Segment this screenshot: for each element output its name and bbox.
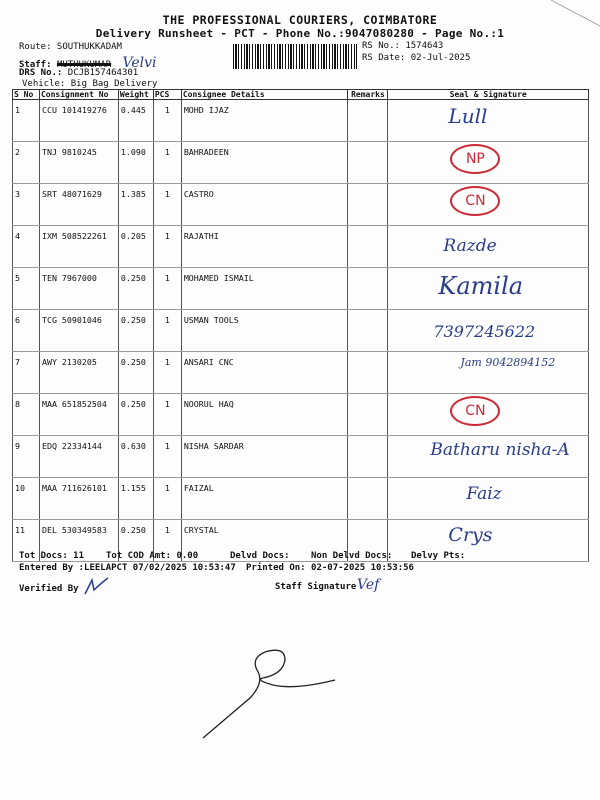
- row-pcs: 1: [153, 310, 181, 352]
- handwritten-signature: 7397245622: [433, 322, 536, 341]
- row-seal-signature: [388, 394, 589, 436]
- col-weight: Weight: [118, 90, 153, 100]
- table-row: [13, 268, 589, 310]
- row-seal-signature: [388, 478, 589, 520]
- row-seal-signature: [388, 436, 589, 478]
- row-pcs: 1: [153, 394, 181, 436]
- row-seal-signature: [388, 226, 589, 268]
- row-remarks: [348, 394, 388, 436]
- col-remarks: Remarks: [348, 90, 388, 100]
- tot-docs: Tot Docs: 11: [19, 551, 85, 561]
- page-corner-fold: [545, 0, 600, 30]
- drs-label: DRS No.:: [19, 68, 63, 78]
- row-sno: 11: [13, 520, 40, 562]
- row-remarks: [348, 100, 388, 142]
- row-seal-signature: [388, 184, 589, 226]
- row-sno: 6: [13, 310, 40, 352]
- row-consignee: NOORUL HAQ: [181, 394, 348, 436]
- row-consignment: DEL 530349583: [39, 520, 118, 562]
- table-row: [13, 478, 589, 520]
- table-row: [13, 184, 589, 226]
- row-seal-signature: [388, 142, 589, 184]
- row-sno: 3: [13, 184, 40, 226]
- row-remarks: [348, 268, 388, 310]
- staff-name-struck: MUTHUKUMAR: [56, 60, 112, 70]
- delivery-stamp: CN: [450, 396, 500, 426]
- table-row: [13, 352, 589, 394]
- row-consignee: CRYSTAL: [181, 520, 348, 562]
- row-weight: 0.630: [118, 436, 153, 478]
- row-remarks: [348, 478, 388, 520]
- row-sno: 1: [13, 100, 40, 142]
- row-remarks: [348, 436, 388, 478]
- row-consignment: MAA 711626101: [39, 478, 118, 520]
- rs-date: RS Date: 02-Jul-2025: [362, 53, 471, 63]
- row-weight: 0.250: [118, 352, 153, 394]
- table-row: [13, 310, 589, 352]
- staff-signature-label: Staff Signature: [275, 582, 357, 592]
- row-weight: 0.205: [118, 226, 153, 268]
- table-header-row: [13, 90, 589, 100]
- delivery-stamp: CN: [450, 186, 500, 216]
- row-pcs: 1: [153, 184, 181, 226]
- table-row: [13, 394, 589, 436]
- row-consignee: ANSARI CNC: [181, 352, 348, 394]
- col-pcs: PCS: [153, 90, 181, 100]
- staff-label: Staff:: [19, 60, 52, 70]
- handwritten-signature: Crys: [448, 524, 493, 546]
- row-weight: 0.250: [118, 394, 153, 436]
- row-weight: 0.445: [118, 100, 153, 142]
- handwritten-signature: Jam 9042894152: [460, 356, 556, 369]
- row-sno: 4: [13, 226, 40, 268]
- row-weight: 0.250: [118, 520, 153, 562]
- row-consignee: CASTRO: [181, 184, 348, 226]
- col-consignment: Consignment No: [39, 90, 118, 100]
- col-sno: S No: [13, 90, 40, 100]
- handwritten-signature: Batharu nisha-A: [430, 440, 570, 460]
- row-pcs: 1: [153, 520, 181, 562]
- table-row: [13, 436, 589, 478]
- large-signature-scribble: [195, 630, 345, 745]
- row-consignment: AWY 2130205: [39, 352, 118, 394]
- row-seal-signature: [388, 310, 589, 352]
- handwritten-signature: Kamila: [438, 272, 524, 300]
- row-consignment: TEN 7967000: [39, 268, 118, 310]
- row-consignment: IXM 508522261: [39, 226, 118, 268]
- row-pcs: 1: [153, 268, 181, 310]
- company-title: THE PROFESSIONAL COURIERS, COIMBATORE: [162, 13, 438, 27]
- row-consignee: RAJATHI: [181, 226, 348, 268]
- table-row: [13, 100, 589, 142]
- row-remarks: [348, 226, 388, 268]
- row-pcs: 1: [153, 478, 181, 520]
- handwritten-signature: Lull: [448, 104, 488, 128]
- vehicle: Vehicle: Big Bag Delivery: [22, 79, 158, 89]
- row-sno: 5: [13, 268, 40, 310]
- row-consignee: MOHAMED ISMAIL: [181, 268, 348, 310]
- table-row: [13, 226, 589, 268]
- verified-by: Verified By: [19, 584, 79, 594]
- staff-signature-scribble: Vef: [357, 577, 380, 593]
- row-weight: 0.250: [118, 268, 153, 310]
- row-consignment: TCG 50901046: [39, 310, 118, 352]
- row-weight: 1.090: [118, 142, 153, 184]
- col-seal: Seal & Signature: [388, 90, 589, 100]
- row-remarks: [348, 310, 388, 352]
- row-consignee: USMAN TOOLS: [181, 310, 348, 352]
- staff-handwritten: Velvi: [122, 55, 157, 71]
- runsheet-title: Delivery Runsheet - PCT - Phone No.:9047080280 - Page No.:1: [95, 27, 505, 40]
- row-seal-signature: [388, 268, 589, 310]
- runsheet-table: [12, 89, 589, 562]
- row-remarks: [348, 184, 388, 226]
- rs-no: RS No.: 1574643: [362, 41, 444, 51]
- row-consignment: EDQ 22334144: [39, 436, 118, 478]
- row-seal-signature: [388, 352, 589, 394]
- non-delvd-docs: Non Delvd Docs:: [311, 551, 393, 561]
- row-seal-signature: [388, 100, 589, 142]
- row-sno: 10: [13, 478, 40, 520]
- delivery-stamp: NP: [450, 144, 500, 174]
- row-pcs: 1: [153, 100, 181, 142]
- row-weight: 0.250: [118, 310, 153, 352]
- delvd-docs: Delvd Docs:: [230, 551, 290, 561]
- row-consignment: MAA 651852504: [39, 394, 118, 436]
- row-consignment: TNJ 9810245: [39, 142, 118, 184]
- row-pcs: 1: [153, 436, 181, 478]
- verified-signature-scribble: [82, 576, 112, 598]
- row-consignee: BAHRADEEN: [181, 142, 348, 184]
- row-pcs: 1: [153, 226, 181, 268]
- row-sno: 2: [13, 142, 40, 184]
- row-remarks: [348, 142, 388, 184]
- drs-line: [19, 68, 138, 78]
- row-sno: 9: [13, 436, 40, 478]
- row-sno: 7: [13, 352, 40, 394]
- row-consignee: NISHA SARDAR: [181, 436, 348, 478]
- handwritten-signature: Faiz: [466, 484, 502, 504]
- row-pcs: 1: [153, 142, 181, 184]
- table-row: [13, 142, 589, 184]
- row-pcs: 1: [153, 352, 181, 394]
- row-sno: 8: [13, 394, 40, 436]
- row-consignee: FAIZAL: [181, 478, 348, 520]
- printed-on: Printed On: 02-07-2025 10:53:56: [246, 563, 414, 573]
- row-consignment: CCU 101419276: [39, 100, 118, 142]
- entered-by: Entered By :LEELAPCT 07/02/2025 10:53:47: [19, 563, 236, 573]
- tot-cod: Tot COD Amt: 0.00: [106, 551, 199, 561]
- handwritten-signature: Razde: [443, 236, 497, 256]
- row-remarks: [348, 352, 388, 394]
- row-consignment: SRT 48071629: [39, 184, 118, 226]
- row-weight: 1.155: [118, 478, 153, 520]
- drs-value: DCJB157464301: [67, 68, 139, 78]
- barcode: [233, 44, 357, 69]
- row-consignee: MOHD IJAZ: [181, 100, 348, 142]
- delvy-pts: Delvy Pts:: [411, 551, 466, 561]
- route: Route: SOUTHUKKADAM: [19, 42, 122, 52]
- row-weight: 1.385: [118, 184, 153, 226]
- table-row: [13, 520, 589, 562]
- col-consignee: Consignee Details: [181, 90, 348, 100]
